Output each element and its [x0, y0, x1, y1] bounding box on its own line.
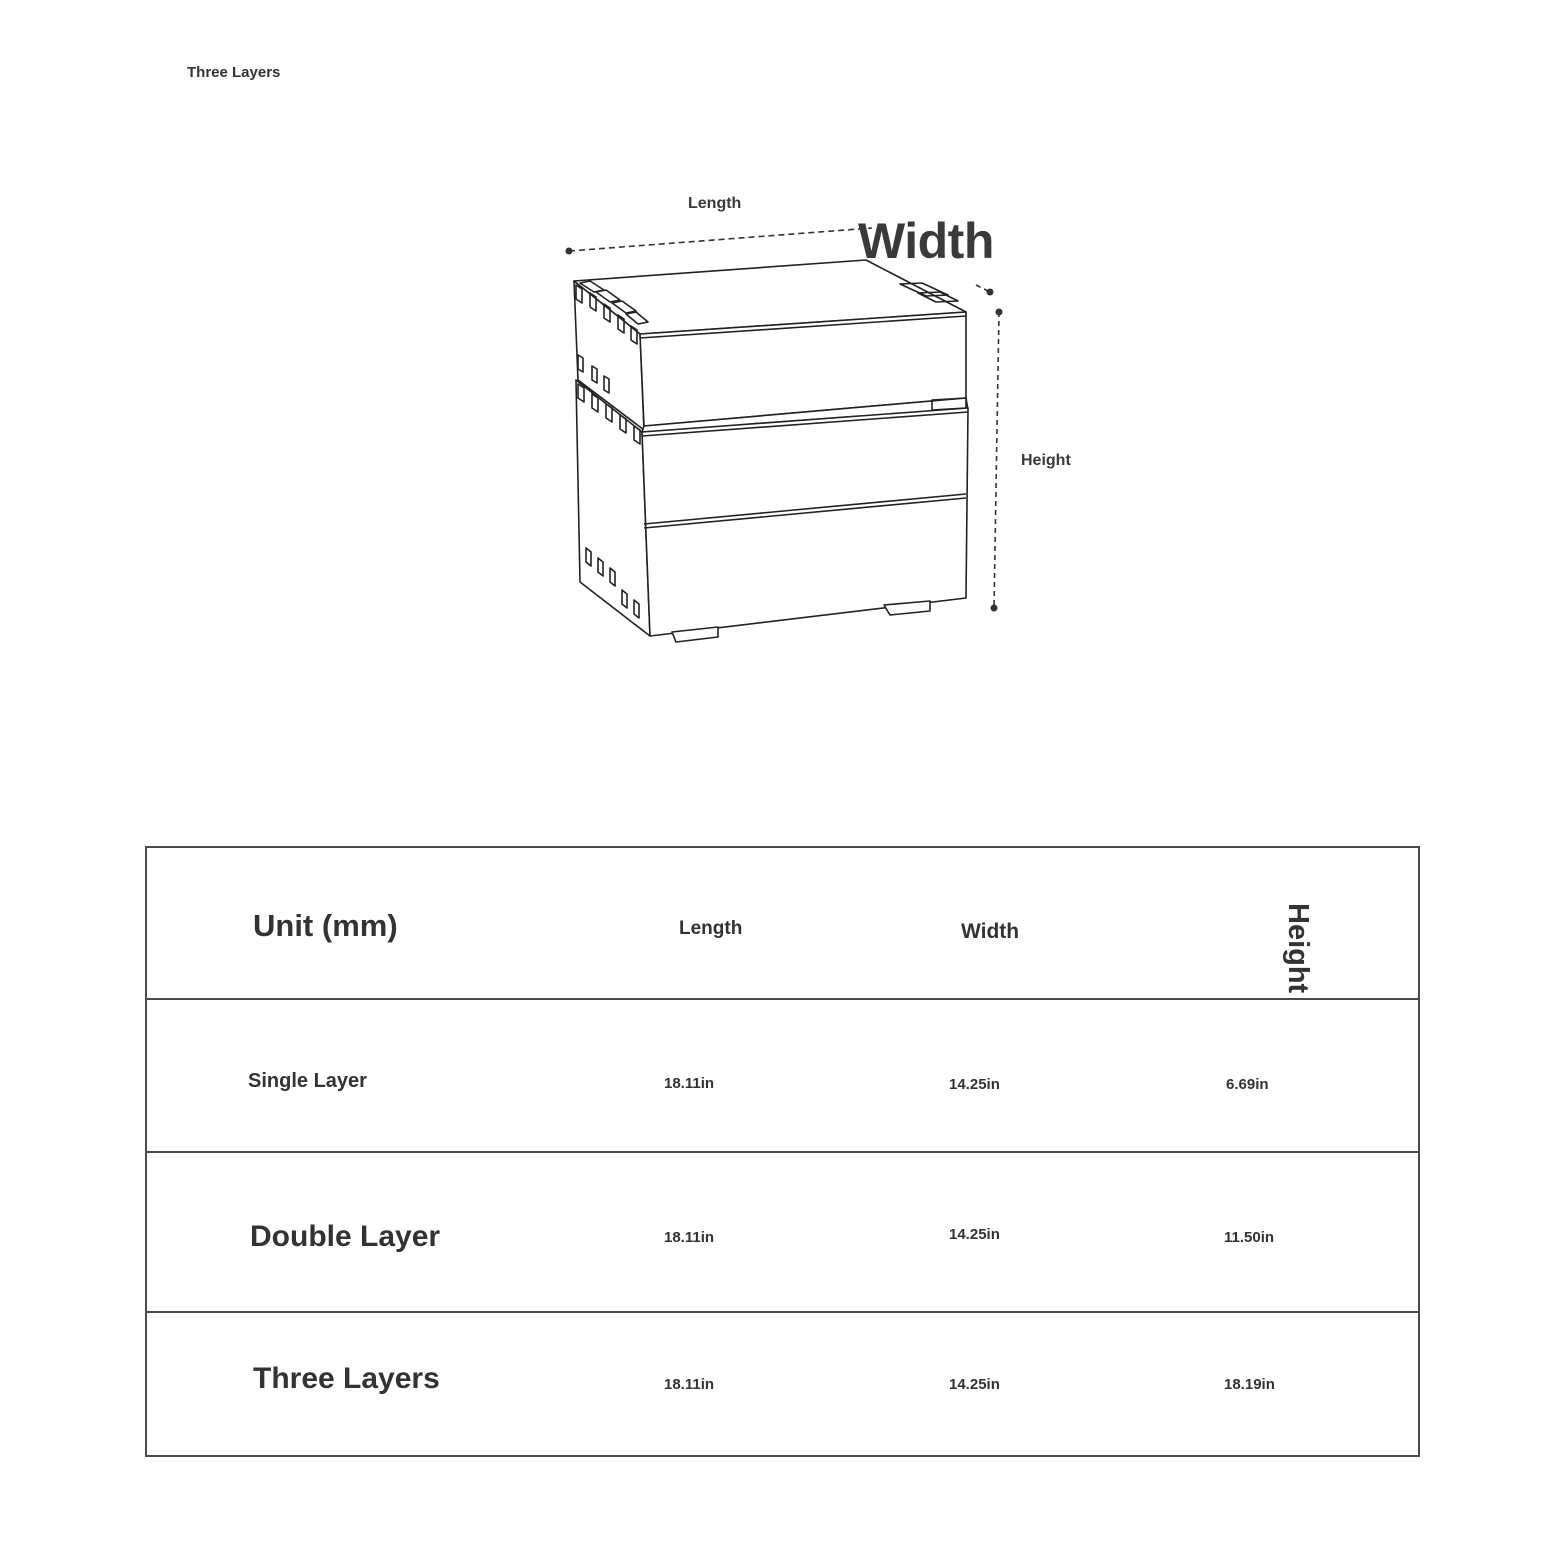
header-length: Length [679, 918, 743, 939]
height-top-dot [996, 309, 1003, 316]
width-end-dot [987, 289, 994, 296]
length-start-dot [566, 248, 573, 255]
height-bottom-dot [991, 605, 998, 612]
crate-diagram [0, 0, 1564, 760]
length-label: Length [688, 195, 742, 212]
row-single-height: 6.69in [1226, 1076, 1269, 1093]
table-row-divider [147, 1311, 1418, 1313]
page-heading: Three Layers [187, 64, 281, 81]
header-unit: Unit (mm) [253, 908, 398, 943]
row-three-height: 18.19in [1224, 1376, 1275, 1393]
row-single-name: Single Layer [248, 1070, 367, 1092]
table-row-divider [147, 1151, 1418, 1153]
height-label: Height [1021, 452, 1071, 469]
row-double-height: 11.50in [1224, 1229, 1275, 1246]
row-three-width: 14.25in [949, 1376, 1000, 1393]
dimensions-table [145, 846, 1420, 1457]
row-single-width: 14.25in [949, 1076, 1000, 1093]
header-height: Height [1282, 903, 1314, 994]
height-dimension-line [994, 312, 999, 608]
row-double-width: 14.25in [949, 1226, 1000, 1243]
row-double-length: 18.11in [664, 1229, 715, 1246]
table-row-divider [147, 998, 1418, 1000]
width-label: Width [858, 213, 994, 269]
row-three-length: 18.11in [664, 1376, 715, 1393]
row-double-name: Double Layer [250, 1220, 441, 1253]
row-single-length: 18.11in [664, 1075, 715, 1092]
length-dimension-line [569, 228, 872, 251]
row-three-name: Three Layers [253, 1362, 440, 1395]
header-width: Width [961, 920, 1020, 943]
